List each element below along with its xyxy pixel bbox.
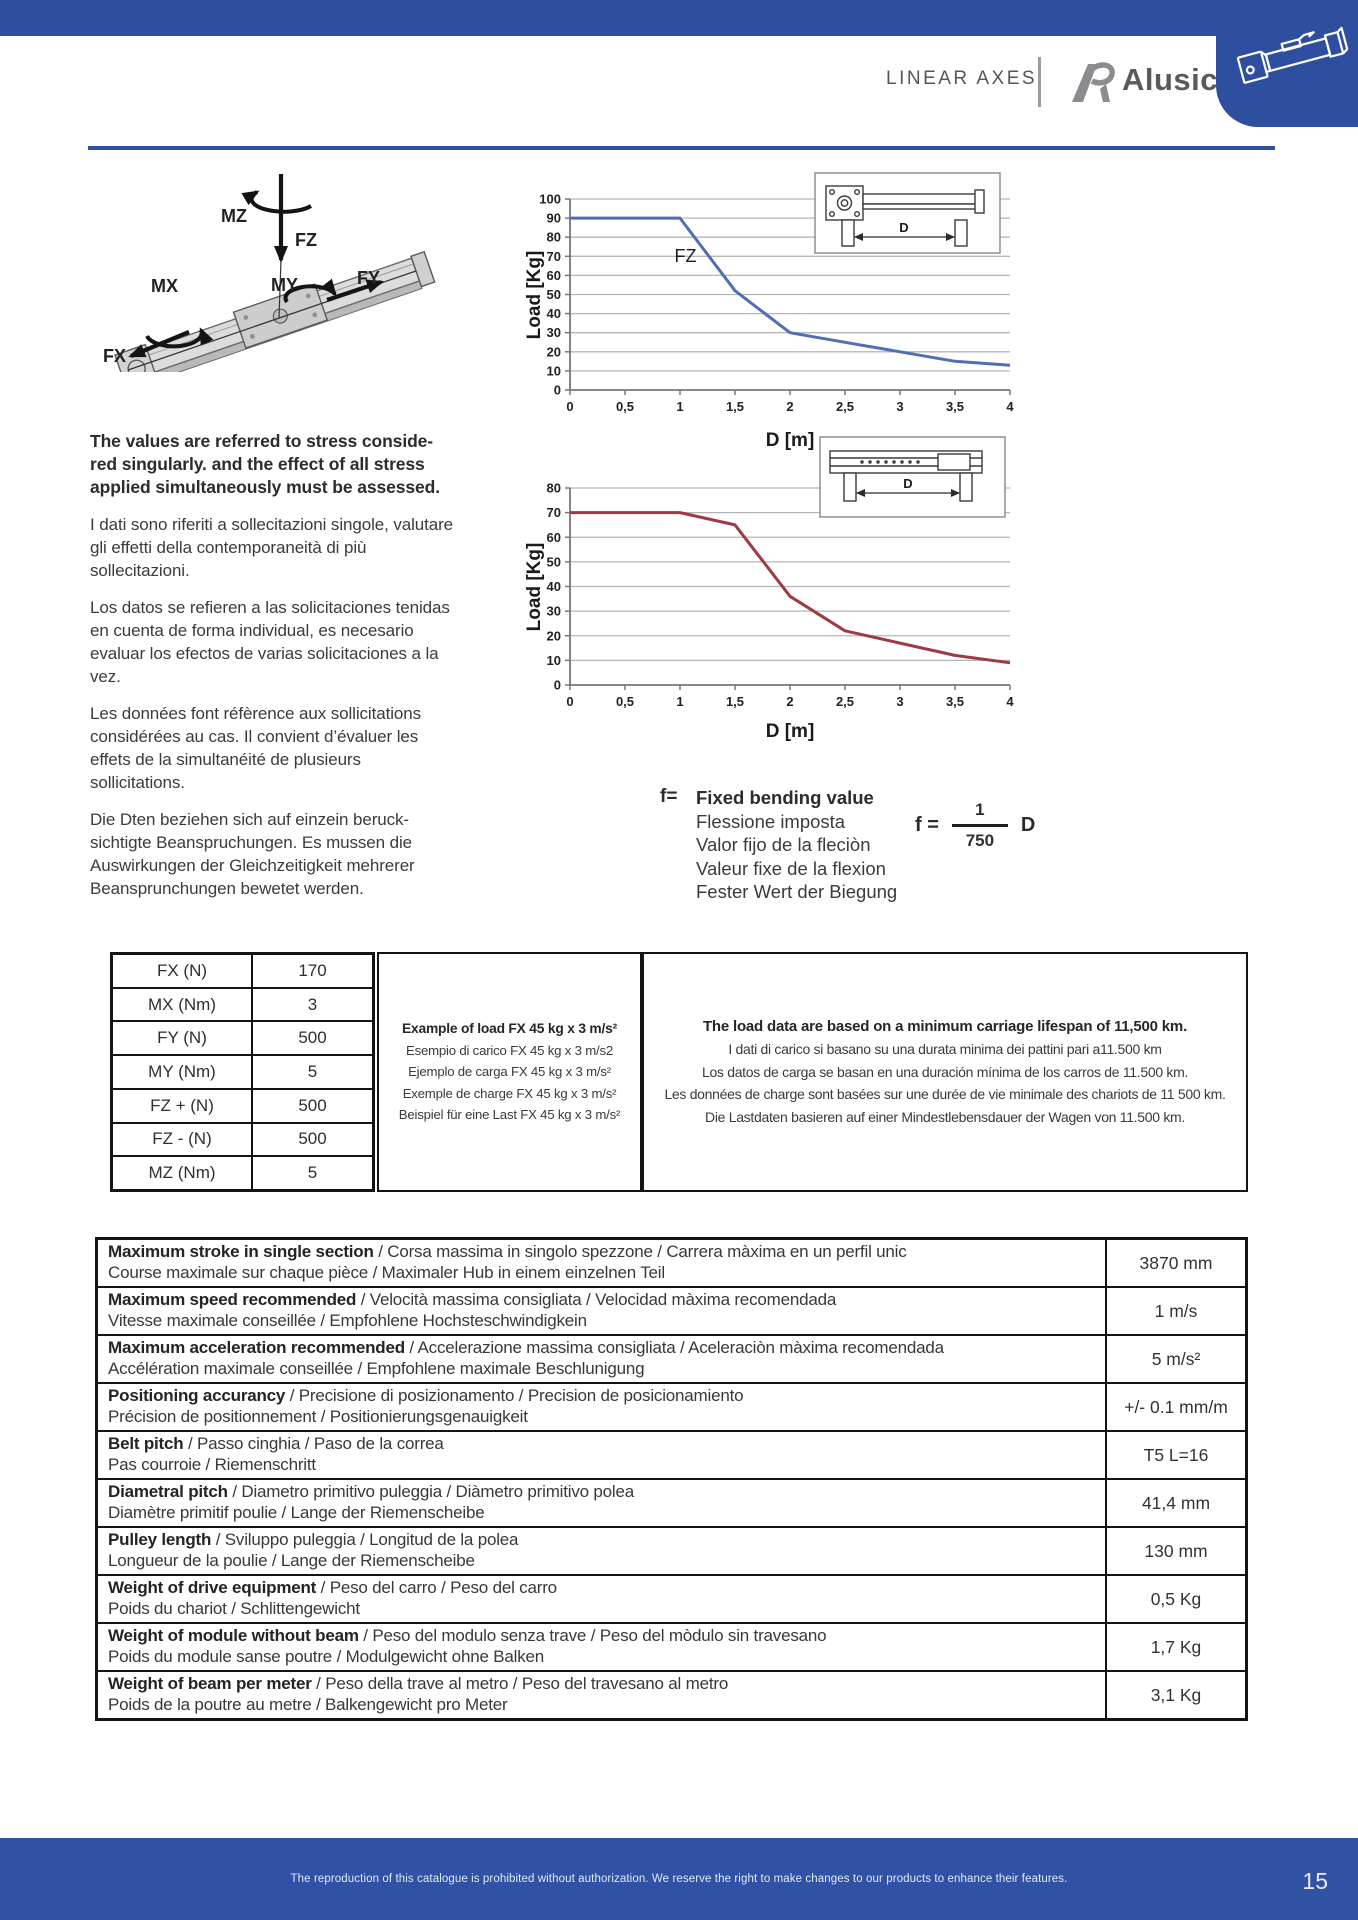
spec-term-en: Belt pitch: [108, 1434, 184, 1454]
chart-inset-diagram: [815, 173, 1000, 253]
bending-symbol: f=: [660, 786, 678, 807]
info-line: Die Lastdaten basieren auf einer Mindestlebensdauer der Wagen von 11.500 km.: [705, 1108, 1185, 1125]
spec-desc-cell: [98, 1672, 1105, 1718]
spec-table-row: [98, 1286, 1245, 1334]
force-value-cell: 500: [251, 1124, 372, 1156]
x-tick-label: 0,5: [615, 694, 635, 709]
load-data-lines: [642, 952, 1248, 1192]
mz-label: MZ: [221, 206, 247, 226]
spec-line2: Accélération maximale conseillée / Empfohlene maximale Beschlunigung: [108, 1359, 645, 1378]
load-chart-fz: [450, 158, 1030, 458]
spec-value-cell: 3,1 Kg: [1105, 1672, 1245, 1718]
spec-term-translations: / Precisione di posizionamento / Precision de posicionamiento: [285, 1386, 744, 1406]
forces-table-row: [113, 987, 372, 1021]
spec-line2: Vitesse maximale conseillée / Empfohlene Hochsteschwindigkein: [108, 1311, 587, 1330]
forces-table-row: [113, 1088, 372, 1122]
force-label-cell: FY (N): [157, 1028, 207, 1048]
spec-term-en: Weight of drive equipment: [108, 1578, 317, 1598]
info-line: Exemple de charge FX 45 kg x 3 m/s²: [402, 1085, 617, 1101]
formula-lhs: f =: [915, 814, 939, 836]
spec-line1: [108, 1434, 1095, 1455]
spec-line1: [108, 1674, 1095, 1695]
spec-line1: [108, 1242, 1095, 1263]
bending-line: Valor fijo de la fleciòn: [696, 834, 871, 855]
mx-label: MX: [151, 276, 178, 296]
y-tick-label: 100: [539, 191, 561, 207]
load-chart-lower: [450, 435, 1030, 760]
spec-line1: [108, 1482, 1095, 1503]
y-tick-label: 20: [546, 628, 561, 644]
linear-axis-icon: [1216, 0, 1358, 127]
series-line: [570, 513, 1010, 663]
info-line: I dati di carico si basano su una durata minima dei pattini pari a11.500 km: [728, 1041, 1162, 1058]
top-bar: [0, 0, 1358, 36]
product-icon-box: [1216, 0, 1358, 127]
info-line: Beispiel für eine Last FX 45 kg x 3 m/s²: [398, 1107, 621, 1123]
y-axis-label: Load [Kg]: [524, 542, 545, 632]
intro-paragraph: Los datos se refieren a las solicitaciones tenidas en cuenta de forma individual, es necesario evaluar los efectos de varias solicitaciones a la vez.: [90, 598, 450, 686]
spec-desc-cell: [98, 1528, 1105, 1574]
info-line: Les données de charge sont basées sur une durée de vie minimale des chariots de 11 500 km.: [664, 1086, 1226, 1103]
y-tick-label: 50: [546, 287, 561, 302]
spec-desc-cell: [98, 1288, 1105, 1334]
x-axis-label: D [m]: [765, 430, 815, 451]
section-title: LINEAR AXES: [886, 68, 1038, 89]
info-line: Esempio di carico FX 45 kg x 3 m/s2: [405, 1042, 613, 1058]
y-tick-label: 0: [553, 382, 561, 398]
spec-line2: Diamètre primitif poulie / Lange der Riemenscheibe: [108, 1503, 485, 1522]
force-value-cell: 5: [251, 1056, 372, 1088]
y-tick-label: 40: [546, 579, 561, 594]
spec-term-translations: / Velocità massima consigliata / Velocidad màxima recomendada: [356, 1290, 837, 1310]
force-value-cell: 500: [251, 1090, 372, 1122]
spec-desc-cell: [98, 1576, 1105, 1622]
spec-term-translations: / Sviluppo puleggia / Longitud de la polea: [211, 1530, 519, 1550]
x-tick-label: 0: [566, 694, 574, 709]
x-tick-label: 1: [676, 399, 684, 414]
brand-name: Alusic: [1122, 62, 1219, 97]
axis-forces-diagram: [85, 160, 445, 372]
spec-value-cell: 130 mm: [1105, 1528, 1245, 1574]
spec-term-translations: / Corsa massima in singolo spezzone / Carrera màxima en un perfil unic: [373, 1242, 907, 1262]
x-tick-label: 3: [896, 694, 904, 709]
spec-table-body: [95, 1237, 1248, 1721]
spec-term-translations: / Diametro primitivo puleggia / Diàmetro primitivo polea: [227, 1482, 635, 1502]
y-tick-label: 80: [546, 229, 561, 245]
y-tick-label: 90: [546, 210, 561, 226]
page-number: 15: [1302, 1868, 1328, 1894]
bending-line: Valeur fixe de la flexion: [696, 857, 886, 879]
x-tick-label: 1: [676, 694, 684, 709]
spec-line1: [108, 1530, 1095, 1551]
spec-value-cell: +/- 0.1 mm/m: [1105, 1384, 1245, 1430]
spec-line2: Précision de positionnement / Positionierungsgenauigkeit: [108, 1407, 528, 1426]
force-label-cell: FZ - (N): [152, 1129, 212, 1149]
bending-line: Fixed bending value: [696, 787, 874, 808]
x-tick-label: 2: [786, 399, 794, 414]
forces-table-body: [110, 952, 375, 1192]
forces-table-row: [113, 955, 372, 987]
spec-desc-cell: [98, 1336, 1105, 1382]
spec-term-translations: / Peso del modulo senza trave / Peso del mòdulo sin travesano: [358, 1626, 827, 1646]
force-value-cell: 5: [251, 1157, 372, 1189]
spec-table-row: [98, 1574, 1245, 1622]
y-tick-label: 50: [546, 554, 561, 570]
force-label-cell: MZ (Nm): [148, 1163, 216, 1183]
x-tick-label: 1,5: [725, 694, 745, 709]
spec-value-cell: 3870 mm: [1105, 1240, 1245, 1286]
forces-table-row: [113, 1155, 372, 1189]
bending-line: Flessione imposta: [696, 810, 846, 832]
header-rule: [88, 146, 1275, 150]
info-line: Los datos de carga se basan en una duración mínima de los carros de 11.500 km.: [701, 1063, 1189, 1080]
my-label: MY: [271, 275, 298, 295]
spec-value-cell: 5 m/s²: [1105, 1336, 1245, 1382]
y-tick-label: 30: [546, 603, 561, 619]
spec-term-en: Maximum stroke in single section: [108, 1242, 374, 1262]
x-tick-label: 3,5: [945, 694, 965, 709]
y-tick-label: 60: [546, 267, 561, 283]
x-tick-label: 4: [1006, 399, 1014, 414]
spec-value-cell: 1,7 Kg: [1105, 1624, 1245, 1670]
x-tick-label: 2,5: [835, 694, 855, 709]
footer-bar: [0, 1838, 1358, 1920]
y-axis-label: Load [Kg]: [524, 250, 545, 340]
spec-line2: Longueur de la poulie / Lange der Riemenscheibe: [108, 1551, 475, 1570]
chart-inset-diagram: [820, 437, 1005, 517]
linear-axis-body: [114, 247, 436, 372]
intro-paragraph: I dati sono riferiti a sollecitazioni singole, valutare gli effetti della contemporaneità di più sollecitazioni.: [90, 515, 454, 580]
spec-value-cell: 1 m/s: [1105, 1288, 1245, 1334]
spec-desc-cell: [98, 1432, 1105, 1478]
spec-value-cell: 41,4 mm: [1105, 1480, 1245, 1526]
y-tick-label: 10: [546, 363, 561, 379]
spec-term-en: Weight of beam per meter: [108, 1674, 312, 1694]
info-line: Ejemplo de carga FX 45 kg x 3 m/s²: [408, 1064, 611, 1080]
spec-line2: Course maximale sur chaque pièce / Maximaler Hub in einem einzelnen Teil: [108, 1263, 665, 1282]
formula-suffix: D: [1020, 814, 1036, 836]
y-tick-label: 20: [546, 344, 561, 360]
intro-paragraph: The values are referred to stress conside-red singularly. and the effect of all stress applied simultaneously must be assessed.: [90, 431, 441, 497]
spec-line2: Pas courroie / Riemenschritt: [108, 1455, 316, 1474]
spec-table-row: [98, 1334, 1245, 1382]
x-axis-label: D [m]: [765, 721, 815, 742]
spec-line1: [108, 1338, 1095, 1359]
formula-fraction: [951, 800, 1009, 851]
y-tick-label: 30: [546, 325, 561, 341]
spec-line1: [108, 1578, 1095, 1599]
alusic-logo-icon: [1066, 58, 1118, 106]
intro-paragraphs: [90, 430, 455, 914]
x-tick-label: 2,5: [835, 399, 855, 414]
forces-table-row: [113, 1020, 372, 1054]
spec-line2: Poids du module sanse poutre / Modulgewicht ohne Balken: [108, 1647, 545, 1666]
spec-line1: [108, 1626, 1095, 1647]
spec-term-translations: / Peso del carro / Peso del carro: [316, 1578, 557, 1598]
example-block-lines: [377, 952, 642, 1192]
force-label-cell: MY (Nm): [148, 1062, 216, 1082]
info-line: The load data are based on a minimum carriage lifespan of 11,500 km.: [702, 1017, 1188, 1035]
y-tick-label: 70: [546, 505, 561, 521]
x-tick-label: 4: [1006, 694, 1014, 709]
y-tick-label: 80: [546, 480, 561, 496]
info-line: Example of load FX 45 kg x 3 m/s²: [402, 1021, 617, 1037]
spec-term-translations: / Accelerazione massima consigliata / Aceleraciòn màxima recomendada: [404, 1338, 944, 1358]
x-tick-label: 3: [896, 399, 904, 414]
spec-table-row: [98, 1240, 1245, 1286]
spec-line2: Poids du chariot / Schlittengewicht: [108, 1599, 360, 1618]
spec-term-en: Weight of module without beam: [108, 1626, 359, 1646]
spec-line1: [108, 1290, 1095, 1311]
spec-term-translations: / Passo cinghia / Paso de la correa: [183, 1434, 444, 1454]
spec-term-en: Maximum speed recommended: [108, 1290, 357, 1310]
forces-table-row: [113, 1054, 372, 1088]
fx-label: FX: [103, 346, 127, 366]
formula-numerator: 1: [975, 800, 985, 819]
formula-denominator: 750: [965, 831, 995, 850]
x-tick-label: 2: [786, 694, 794, 709]
force-value-cell: 3: [251, 989, 372, 1021]
force-label-cell: MX (Nm): [148, 994, 216, 1014]
svg-text:D: D: [899, 220, 909, 235]
spec-table-row: [98, 1670, 1245, 1718]
spec-desc-cell: [98, 1240, 1105, 1286]
bending-line: Fester Wert der Biegung: [696, 881, 898, 902]
copyright-notice: The reproduction of this catalogue is prohibited without authorization. We reserve the right to make changes to our products to enhance their features.: [290, 1873, 1068, 1885]
intro-paragraph: Die Dten beziehen sich auf einzein beruck-sichtigte Beanspruchungen. Es mussen die Auswirkungen der Gleichzeitigkeit mehrerer Beansprunchungen bewetet werden.: [90, 810, 415, 898]
spec-term-en: Pulley length: [108, 1530, 212, 1550]
x-tick-label: 0,5: [615, 399, 635, 414]
force-value-cell: 170: [251, 955, 372, 987]
intro-paragraph: Les données font réfèrence aux sollicitations considérées au cas. Il convient d’évaluer les effets de la simultanéité de plusieurs sollicitations.: [90, 704, 421, 792]
spec-table-row: [98, 1430, 1245, 1478]
force-value-cell: 500: [251, 1022, 372, 1054]
svg-text:D: D: [903, 476, 913, 491]
force-label-cell: FZ + (N): [150, 1095, 214, 1115]
header-divider: [1038, 57, 1041, 107]
x-tick-label: 0: [566, 399, 574, 414]
spec-desc-cell: [98, 1624, 1105, 1670]
y-tick-label: 70: [546, 248, 561, 264]
spec-term-en: Diametral pitch: [108, 1482, 228, 1502]
series-label: FZ: [674, 246, 697, 267]
x-tick-label: 3,5: [945, 399, 965, 414]
spec-term-en: Maximum acceleration recommended: [108, 1338, 405, 1358]
y-tick-label: 0: [553, 677, 561, 693]
forces-table-row: [113, 1122, 372, 1156]
spec-table-row: [98, 1382, 1245, 1430]
x-tick-label: 1,5: [725, 399, 745, 414]
spec-value-cell: 0,5 Kg: [1105, 1576, 1245, 1622]
spec-table-row: [98, 1478, 1245, 1526]
spec-line2: Poids de la poutre au metre / Balkengewicht pro Meter: [108, 1695, 508, 1714]
spec-desc-cell: [98, 1384, 1105, 1430]
y-tick-label: 40: [546, 306, 561, 322]
spec-term-en: Positioning accurancy: [108, 1386, 286, 1406]
y-tick-label: 60: [546, 529, 561, 545]
spec-term-translations: / Peso della trave al metro / Peso del travesano al metro: [311, 1674, 729, 1694]
spec-line1: [108, 1386, 1095, 1407]
force-label-cell: FX (N): [156, 960, 208, 980]
spec-value-cell: T5 L=16: [1105, 1432, 1245, 1478]
spec-table-row: [98, 1622, 1245, 1670]
spec-table-row: [98, 1526, 1245, 1574]
fz-label: FZ: [295, 230, 317, 250]
y-tick-label: 10: [546, 652, 561, 668]
fy-label: FY: [357, 268, 381, 288]
spec-desc-cell: [98, 1480, 1105, 1526]
bending-formula: [915, 800, 1035, 851]
